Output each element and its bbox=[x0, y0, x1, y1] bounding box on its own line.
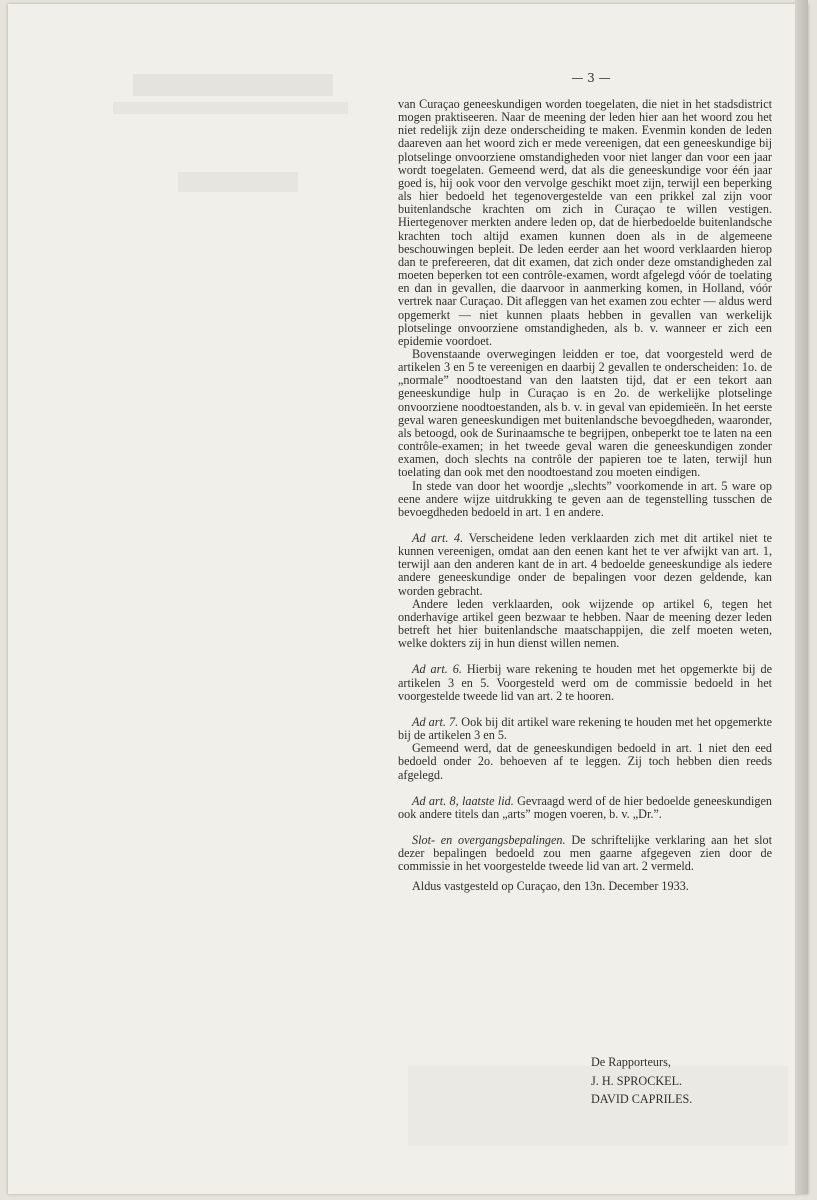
closing-line: Aldus vastgesteld op Curaçao, den 13n. December 1933. bbox=[412, 879, 689, 894]
paragraph: Andere leden verklaarden, ook wijzende op artikel 6, tegen het onderhavige artikel geen bezwaar te hebben. Naar de meening dezer leden betreft het hier buitenlandsche maatschappijen, die zelf moeten weten, welke dokters zij in hun dienst willen nemen. bbox=[398, 596, 772, 651]
bleed-through-shadow bbox=[178, 172, 298, 192]
signature-name: J. H. SPROCKEL. bbox=[591, 1074, 683, 1088]
paragraph-ad-art-6 bbox=[398, 663, 772, 702]
section-label: Ad art. 4. bbox=[412, 531, 464, 545]
paragraph: In stede van door het woordje „slechts” voorkomende in art. 5 ware op eene andere wijze uitdrukking te geven aan de tegenstelling tusschen de bevoegdheden bedoeld in art. 1 en andere. bbox=[398, 478, 772, 519]
paragraph: Bovenstaande overwegingen leidden er toe, dat voorgesteld werd de artikelen 3 en 5 te vereenigen en daarbij 2 gevallen te onderscheiden: 1o. de „normale” noodtoestand van den laatsten tijd, dat er een tekort aan geneeskundige hulp in Curaçao is en 2o. de werkelijke plotselinge onvoorziene noodtoestanden, als b. v. in geval van epidemieën. In het eerste geval waren geneeskundigen met buitenlandsche bevoegdheden, waaronder, als betoogd, ook de Surinaamsche te begrijpen, onbeperkt toe te laten na een contrôle-examen; in het tweede geval waren die geneeskundigen zonder examen, doch slechts na contrôle der papieren toe te laten, terwijl hun toelating dan ook met den noodtoestand zou moeten eindigen. bbox=[398, 346, 772, 480]
paragraph: van Curaçao geneeskundigen worden toegelaten, die niet in het stadsdistrict mogen praktiseeren. Naar de meening der leden hier aan het woord zou het niet redelijk zijn deze onderscheiding te maken. Evenmin konden de leden daareven aan het woord zich er mede vereenigen, dat een geneeskundige bij plotselinge onvoorziene omstandigheden voor niet langer dan voor een jaar wordt toegelaten. Gemeend werd, dat als die geneeskundige voor één jaar goed is, hij ook voor den vervolge geschikt moet zijn, terwijl een beperking als hier bedoeld het tegenovergestelde van een prikkel zal zijn voor buitenlandsche krachten om zich in Curaçao te willen vestigen. Hiertegenover merkten andere leden op, dat de hierbedoelde buitenlandsche krachten toch altijd examen kunnen doen als in de algemeene beschouwingen bepleit. De leden eerder aan het woord verklaarden hierop dan te prefereeren, dat dit examen, dat zich onder deze omstandigheden zal moeten beperken tot een contrôle-examen, wordt afgelegd vóór de toelating en dan in gevallen, die daarvoor in aanmerking komen, in Holland, vóór vertrek naar Curaçao. Dit afleggen van het examen zou echter — aldus werd opgemerkt — niet kunnen plaats hebben in gevallen van werkelijk plotselinge onvoorziene omstandigheden, als b. v. wanneer er zich een epidemie voordoet. bbox=[398, 97, 772, 348]
page-number: — 3 — bbox=[571, 71, 611, 85]
paragraph-ad-art-4 bbox=[398, 532, 772, 598]
signature-name: DAVID CAPRILES. bbox=[591, 1092, 693, 1106]
paragraph-ad-art-8 bbox=[398, 795, 772, 821]
body-text bbox=[398, 98, 772, 894]
section-label: Ad art. 7. bbox=[412, 714, 459, 729]
section-label: Ad art. 8, laatste lid. bbox=[412, 793, 514, 808]
paragraph-slot bbox=[398, 834, 772, 873]
page-edge bbox=[795, 0, 808, 1194]
section-label: Slot- en overgangsbepalingen. bbox=[412, 832, 566, 847]
paragraph: Gemeend werd, dat de geneeskundigen bedoeld in art. 1 niet den eed bedoeld onder 2o. behoeven af te leggen. Zij toch hebben dien reeds afgelegd. bbox=[398, 741, 772, 782]
paragraph-text: Ook bij dit artikel ware rekening te houden met het opgemerkte bij de artikelen 3 en 5. bbox=[398, 714, 772, 743]
bleed-through-shadow bbox=[113, 102, 348, 114]
paragraph-text: Verscheidene leden verklaarden zich met dit artikel niet te kunnen vereenigen, omdat aan den eenen kant het te ver afwijkt van art. 1, terwijl aan den anderen kant de in art. 4 bedoelde geneeskundige als iedere andere geneeskundige onder de bepalingen voor dezen geldende, kan worden gebracht. bbox=[398, 531, 773, 598]
paragraph-ad-art-7 bbox=[398, 716, 772, 742]
paragraph-text: Gevraagd werd of de hier bedoelde geneeskundigen ook andere titels dan „arts” mogen voeren, b. v. „Dr.”. bbox=[398, 793, 773, 821]
section-label: Ad art. 6. bbox=[412, 662, 462, 677]
signature-title: De Rapporteurs, bbox=[591, 1055, 671, 1069]
paragraph-text: Hierbij ware rekening te houden met het opgemerkte bij de artikelen 3 en 5. Voorgesteld werd om de commissie bedoeld in het voorgestelde tweede lid van art. 2 te hooren. bbox=[398, 662, 773, 703]
paragraph-text: De schriftelijke verklaring aan het slot dezer bepalingen bedoeld zou men gaarne afgegeven zien door de commissie in het voorgestelde tweede lid van art. 2 vermeld. bbox=[398, 832, 772, 874]
